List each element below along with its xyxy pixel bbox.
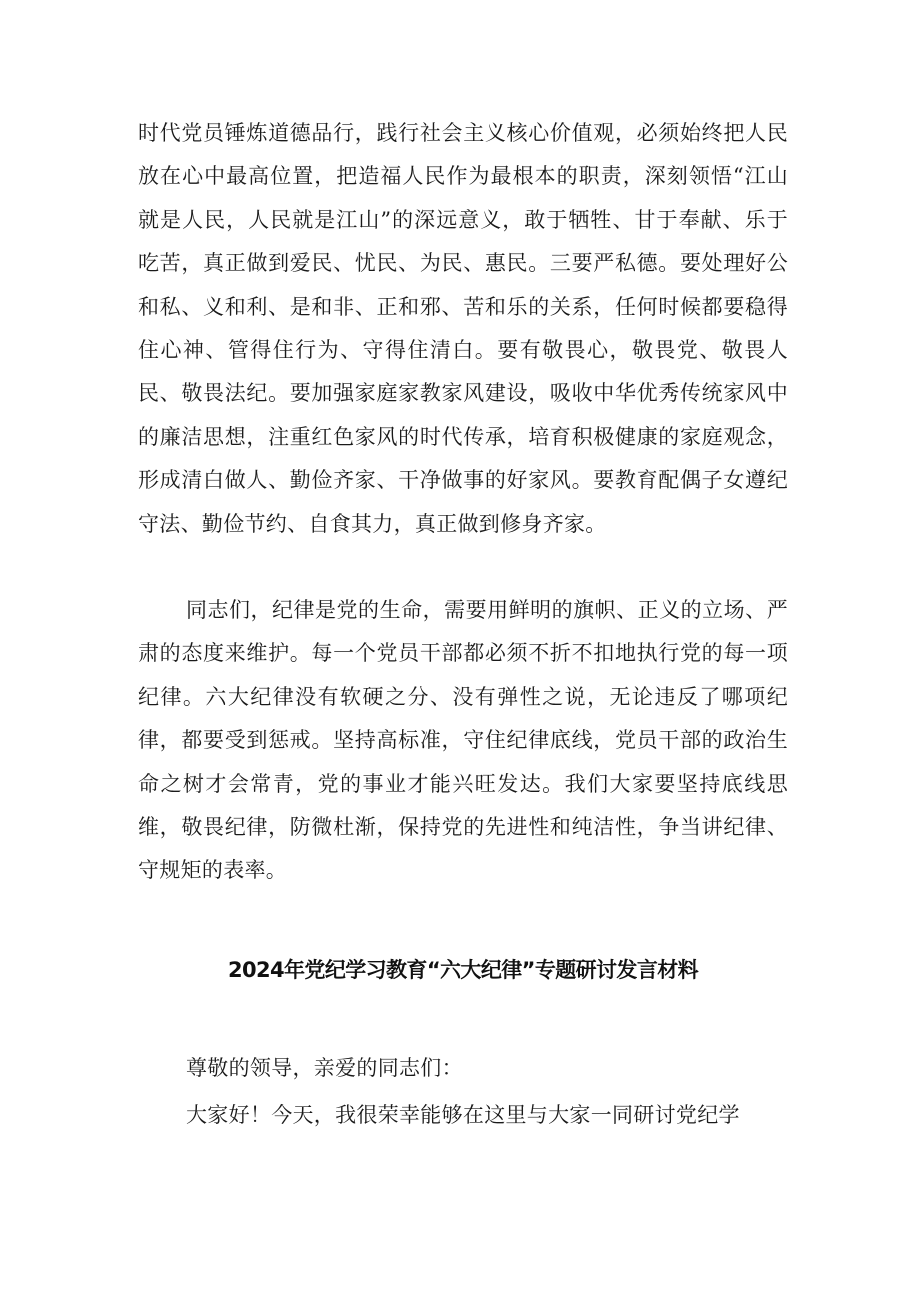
body-paragraph-continued: 时代党员锤炼道德品行，践行社会主义核心价值观，必须始终把人民放在心中最高位置，把造福人民作为最根本的职责，深刻领悟“江山就是人民，人民就是江山”的深远意义，敢于牺牲、甘于奉献、乐于吃苦，真正做到爱民、忧民、为民、惠民。三要严私德。要处理好公和私、义和利、是和非、正和邪、苦和乐的关系，任何时候都要稳得住心神、管得住行为、守得住清白。要有敬畏心，敬畏党、敬畏人民、敬畏法纪。要加强家庭家教家风建设，吸收中华优秀传统家风中的廉洁思想，注重红色家风的时代传承，培育积极健康的家庭观念，形成清白做人、勤俭齐家、干净做事的好家风。要教育配偶子女遵纪守法、勤俭节约、自食其力，真正做到修身齐家。 <box>138 121 788 536</box>
document-title: 2024年党纪学习教育“六大纪律”专题研讨发言材料 <box>227 958 699 982</box>
body-paragraph-closing: 同志们，纪律是党的生命，需要用鲜明的旗帜、正义的立场、严肃的态度来维护。每一个党员干部都必须不折不扣地执行党的每一项纪律。六大纪律没有软硬之分、没有弹性之说，无论违反了哪项纪律，都要受到惩戒。坚持高标准，守住纪律底线，党员干部的政治生命之树才会常青，党的事业才能兴旺发达。我们大家要坚持底线思维，敬畏纪律，防微杜渐，保持党的先进性和纯洁性，争当讲纪律、守规矩的表率。 <box>138 598 788 883</box>
salutation: 尊敬的领导，亲爱的同志们： <box>186 1056 463 1080</box>
opening-line: 大家好！今天，我很荣幸能够在这里与大家一同研讨党纪学 <box>186 1103 740 1127</box>
